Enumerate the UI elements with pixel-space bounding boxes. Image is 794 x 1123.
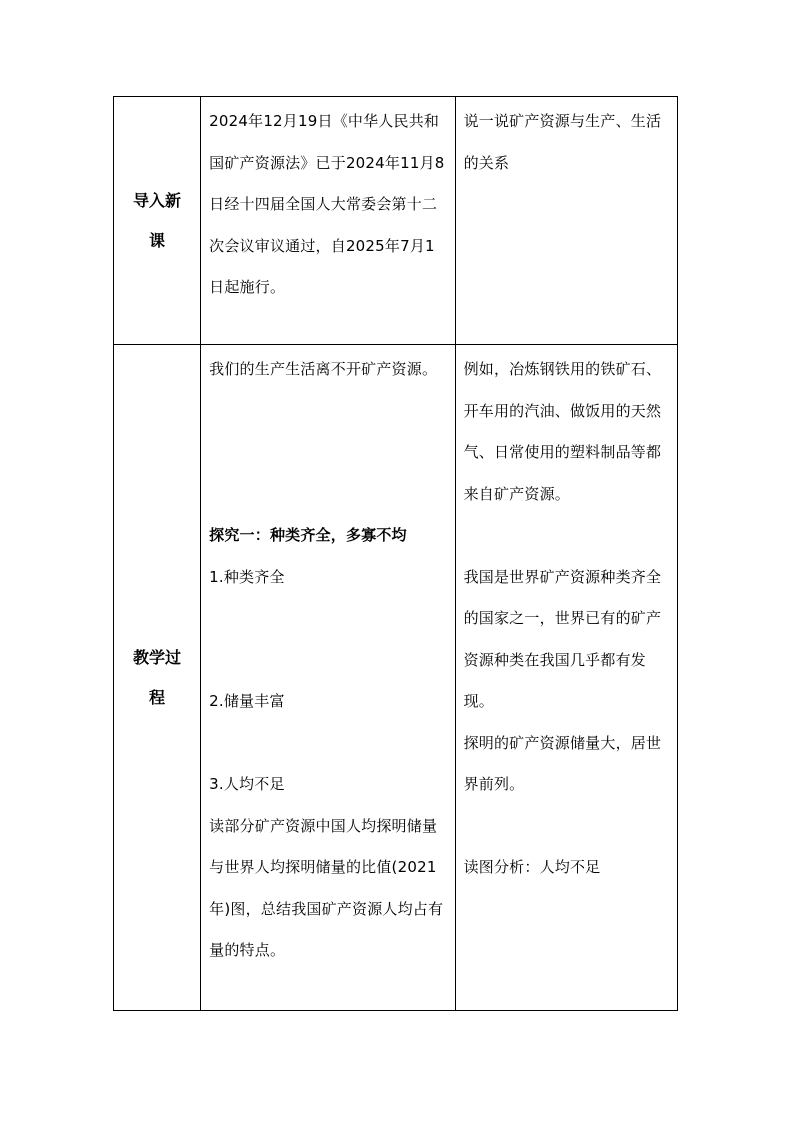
point-2: 2.储量丰富 xyxy=(209,692,285,710)
blank-line xyxy=(209,640,448,682)
lesson-plan-table xyxy=(113,96,678,1011)
blank-line xyxy=(209,391,448,433)
content-paragraph: 2024年12月19日《中华人民共和国矿产资源法》已于2024年11月8日经十四届全国人大常委会第十二次会议审议通过，自2025年7月1日起施行。 xyxy=(209,112,445,296)
table-row-intro xyxy=(114,97,678,345)
point-3: 3.人均不足 xyxy=(209,775,285,793)
table-row-process xyxy=(114,345,678,1011)
blank-line xyxy=(209,474,448,516)
blank-line xyxy=(209,432,448,474)
blank-line xyxy=(209,598,448,640)
content-cell-process xyxy=(201,345,455,1011)
activity-paragraph: 说一说矿产资源与生产、生活的关系 xyxy=(463,112,662,172)
blank-line xyxy=(464,806,671,848)
stage-cell-intro xyxy=(114,97,201,345)
stage-label: 导入新课 xyxy=(133,190,182,250)
activity-cell-process xyxy=(455,345,677,1011)
activity-cell-intro xyxy=(455,97,677,345)
activity-paragraph: 探明的矿产资源储量大，居世界前列。 xyxy=(463,733,662,793)
content-paragraph: 我们的生产生活离不开矿产资源。 xyxy=(209,360,438,378)
stage-label: 教学过程 xyxy=(133,647,182,707)
blank-line xyxy=(209,723,448,765)
activity-paragraph: 我国是世界矿产资源种类齐全的国家之一，世界已有的矿产资源种类在我国几乎都有发现。 xyxy=(463,567,662,710)
activity-paragraph: 读图分析：人均不足 xyxy=(463,858,601,876)
reading-task: 读部分矿产资源中国人均探明储量与世界人均探明储量的比值(2021年)图，总结我国矿产资源人均占有量的特点。 xyxy=(209,816,444,959)
blank-line xyxy=(464,515,671,557)
point-1: 1.种类齐全 xyxy=(209,567,285,586)
stage-cell-process xyxy=(114,345,201,1011)
content-cell-intro xyxy=(201,97,455,345)
activity-paragraph: 例如，冶炼钢铁用的铁矿石、开车用的汽油、做饭用的天然气、日常使用的塑料制品等都来自矿产资源。 xyxy=(463,360,662,503)
section-heading: 探究一：种类齐全，多寡不均 xyxy=(209,526,407,544)
